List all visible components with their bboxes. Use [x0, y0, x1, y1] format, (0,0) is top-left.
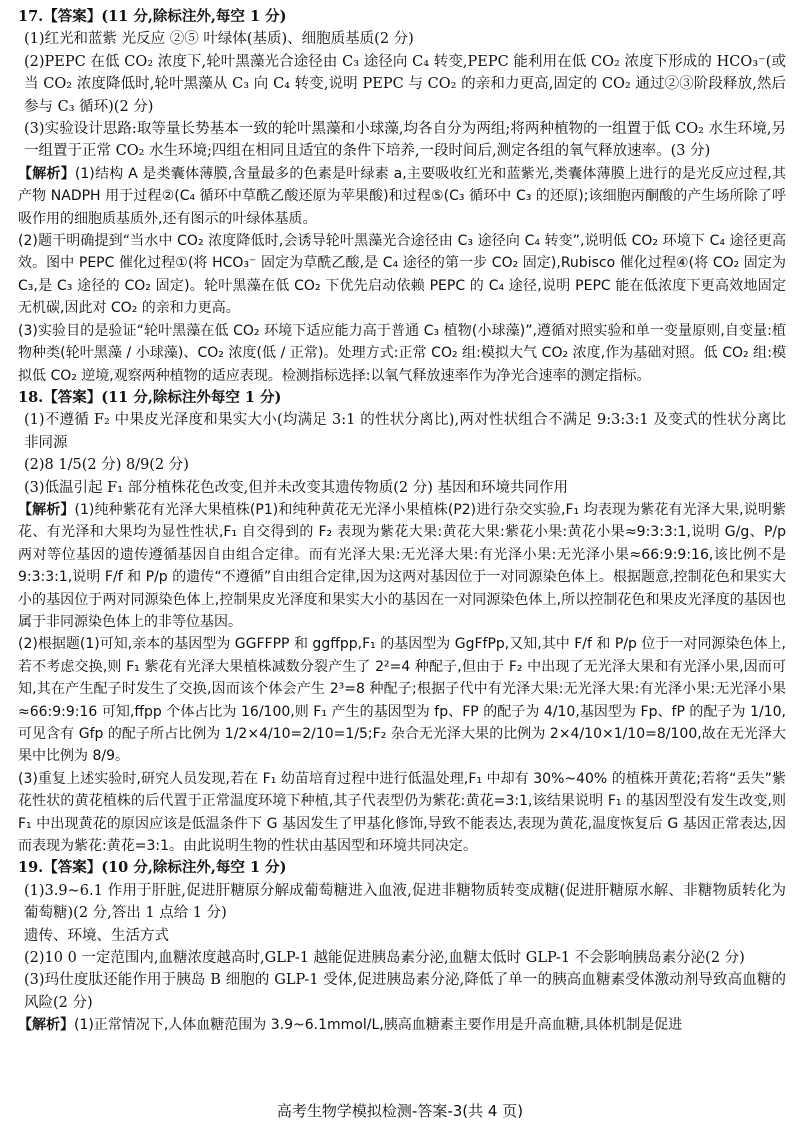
q18-answer-2: (2)8 1/5(2 分) 8/9(2 分) [24, 457, 189, 474]
q17-heading: 17.【答案】(11 分,除标注外,每空 1 分) [18, 8, 287, 25]
q18-answer-3: (3)低温引起 F₁ 部分植株花色改变,但并未改变其遗传物质(2 分) 基因和环境共同作用 [24, 479, 568, 496]
q17-analysis-1-text: (1)结构 A 是类囊体薄膜,含量最多的色素是叶绿素 a,主要吸收红光和蓝紫光,类囊体薄膜上进行的是光反应过程,其产物 NADPH 用于过程②(C₄ 循环中草酰乙酸还原为苹果酸)和过程⑤(C₃ 循环中 C₃ 的还原);该细胞丙酮酸的产生场所除了呼吸作用的细胞质基质外,还有图示的叶绿体基质。 [18, 165, 786, 227]
q17-analysis-2: (2)题干明确提到“当水中 CO₂ 浓度降低时,会诱导轮叶黑藻光合途径由 C₃ 途径向 C₄ 转变”,说明低 CO₂ 环境下 C₄ 途径更高效。图中 PEPC 催化过程①(将 HCO₃⁻ 固定为草酰乙酸,是 C₄ 途径的第一步 CO₂ 固定),Rubisco 催化过程④(将 CO₂ 固定为 C₃,是 C₃ 途径的 CO₂ 固定)。轮叶黑藻在低 CO₂ 下优先启动依赖 PEPC 的 C₄ 途径,说明 PEPC 能在低浓度下更高效地固定无机碳,因此对 CO₂ 的亲和力更高。 [18, 233, 786, 317]
answer-content [18, 6, 786, 1037]
q17-analysis-1 [18, 163, 786, 230]
q18-analysis-tag: 【解析】 [18, 501, 75, 518]
q19-answer-1: (1)3.9~6.1 作用于肝脏,促进肝糖原分解成葡萄糖进入血液,促进非糖物质转变成糖(促进肝糖原水解、非糖物质转化为葡萄糖)(2 分,答出 1 点给 1 分) [24, 882, 786, 922]
q17-answer-3: (3)实验设计思路:取等量长势基本一致的轮叶黑藻和小球藻,均各自分为两组;将两种植物的一组置于低 CO₂ 水生环境,另一组置于正常 CO₂ 水生环境;四组在相同且适宜的条件下培养,一段时间后,测定各组的氧气释放速率。(3 分) [24, 121, 786, 160]
q18-analysis-2: (2)根据题(1)可知,亲本的基因型为 GGFFPP 和 ggffpp,F₁ 的基因型为 GgFfPp,又知,其中 F/f 和 P/p 位于一对同源染色体上,若不考虑交换,则 F₁ 紫花有光泽大果植株减数分裂产生了 2²=4 种配子,但由于 F₂ 中出现了无光泽大果和有光泽小果,因而可知,其在产生配子时发生了交换,因而该个体会产生 2³=8 种配子;根据子代中有光泽大果:无光泽大果:有光泽小果:无光泽小果≈66:9:9:16 可知,ffpp 个体占比为 16/100,则 F₁ 产生的基因型为 fp、FP 的配子为 4/10,基因型为 Fp、fP 的配子为 1/10,可见含有 Gfp 的配子所占比例为 1/2×4/10=2/10=1/5;F₂ 杂合无光泽大果的比例为 2×4/10×1/10=8/100,故在无光泽大果中比例为 8/9。 [18, 636, 786, 765]
q18-analysis-1 [18, 499, 786, 633]
q17-answer-2: (2)PEPC 在低 CO₂ 浓度下,轮叶黑藻光合途径由 C₃ 途径向 C₄ 转变,PEPC 能利用在低 CO₂ 浓度下形成的 HCO₃⁻(或当 CO₂ 浓度降低时,轮叶黑藻从 C₃ 向 C₄ 转变,说明 PEPC 与 CO₂ 的亲和力更高,固定的 CO₂ 通过②③阶段释放,然后参与 C₃ 循环)(2 分) [24, 53, 786, 115]
page-footer: 高考生物学模拟检测-答案-3(共 4 页) [276, 1102, 524, 1120]
q18-analysis-1-text: (1)纯种紫花有光泽大果植株(P1)和纯种黄花无光泽小果植株(P2)进行杂交实验,F₁ 均表现为紫花有光泽大果,说明紫花、有光泽和大果均为显性性状,F₁ 自交得到的 F₂ 表现为紫花大果:黄花大果:紫花小果:黄花小果≈9:3:3:1,说明 G/g、P/p 两对等位基因的遗传遵循基因自由组合定律。而有光泽大果:无光泽大果:有光泽小果:无光泽小果≈66:9:9:16,该比例不是 9:3:3:1,说明 F/f 和 P/p 的遗传“不遵循”自由组合定律,因为这两对基因位于一对同源染色体上。根据题意,控制花色和果实大小的基因位于两对同源染色体上,控制果皮光泽度和果实大小的基因在一对同源染色体上,所以控制花色和果皮光泽度的基因也属于非同源染色体上的非等位基因。 [18, 501, 786, 630]
q18-analysis-3: (3)重复上述实验时,研究人员发现,若在 F₁ 幼苗培育过程中进行低温处理,F₁ 中却有 30%~40% 的植株开黄花;若将“丢失”紫花性状的黄花植株的后代置于正常温度环境下种植,其子代表型仍为紫花:黄花=3:1,该结果说明 F₁ 的基因型没有发生改变,则 F₁ 中出现黄花的原因应该是低温条件下 G 基因发生了甲基化修饰,导致不能表达,表现为黄花,温度恢复后 G 基因正常表达,因而表现为紫花:黄花=3:1。由此说明生物的性状由基因型和环境共同决定。 [18, 770, 786, 855]
q17-answer-1: (1)红光和蓝紫 光反应 ②⑤ 叶绿体(基质)、细胞质基质(2 分) [24, 31, 414, 48]
q19-heading: 19.【答案】(10 分,除标注外,每空 1 分) [18, 859, 287, 877]
q17-analysis-tag: 【解析】 [18, 165, 75, 182]
q17-analysis-3: (3)实验目的是验证“轮叶黑藻在低 CO₂ 环境下适应能力高于普通 C₃ 植物(小球藻)”,遵循对照实验和单一变量原则,自变量:植物种类(轮叶黑藻 / 小球藻)、CO₂ 浓度(低 / 正常)。处理方式:正常 CO₂ 组:模拟大气 CO₂ 浓度,作为基础对照。低 CO₂ 组:模拟低 CO₂ 逆境,观察两种植物的适应表现。检测指标选择:以氧气释放速率作为净光合速率的测定指标。 [18, 322, 786, 384]
q19-answer-2: (2)10 0 一定范围内,血糖浓度越高时,GLP-1 越能促进胰岛素分泌,血糖太低时 GLP-1 不会影响胰岛素分泌(2 分) [24, 950, 745, 967]
q18-answer-1: (1)不遵循 F₂ 中果皮光泽度和果实大小(均满足 3:1 的性状分离比),两对性状组合不满足 9:3:3:1 及变式的性状分离比 非同源 [24, 412, 786, 451]
q19-analysis-1 [18, 1014, 786, 1036]
q19-answer-1b: 遗传、环境、生活方式 [24, 927, 169, 944]
q19-analysis-1-text: (1)正常情况下,人体血糖范围为 3.9~6.1mmol/L,胰高血糖素主要作用是升高血糖,具体机制是促进 [74, 1017, 683, 1034]
q19-answer-3: (3)玛仕度肽还能作用于胰岛 B 细胞的 GLP-1 受体,促进胰岛素分泌,降低了单一的胰高血糖素受体激动剂导致高血糖的风险(2 分) [24, 972, 786, 1011]
q18-heading: 18.【答案】(11 分,除标注外每空 1 分) [18, 388, 282, 406]
q19-analysis-tag: 【解析】 [18, 1017, 74, 1034]
